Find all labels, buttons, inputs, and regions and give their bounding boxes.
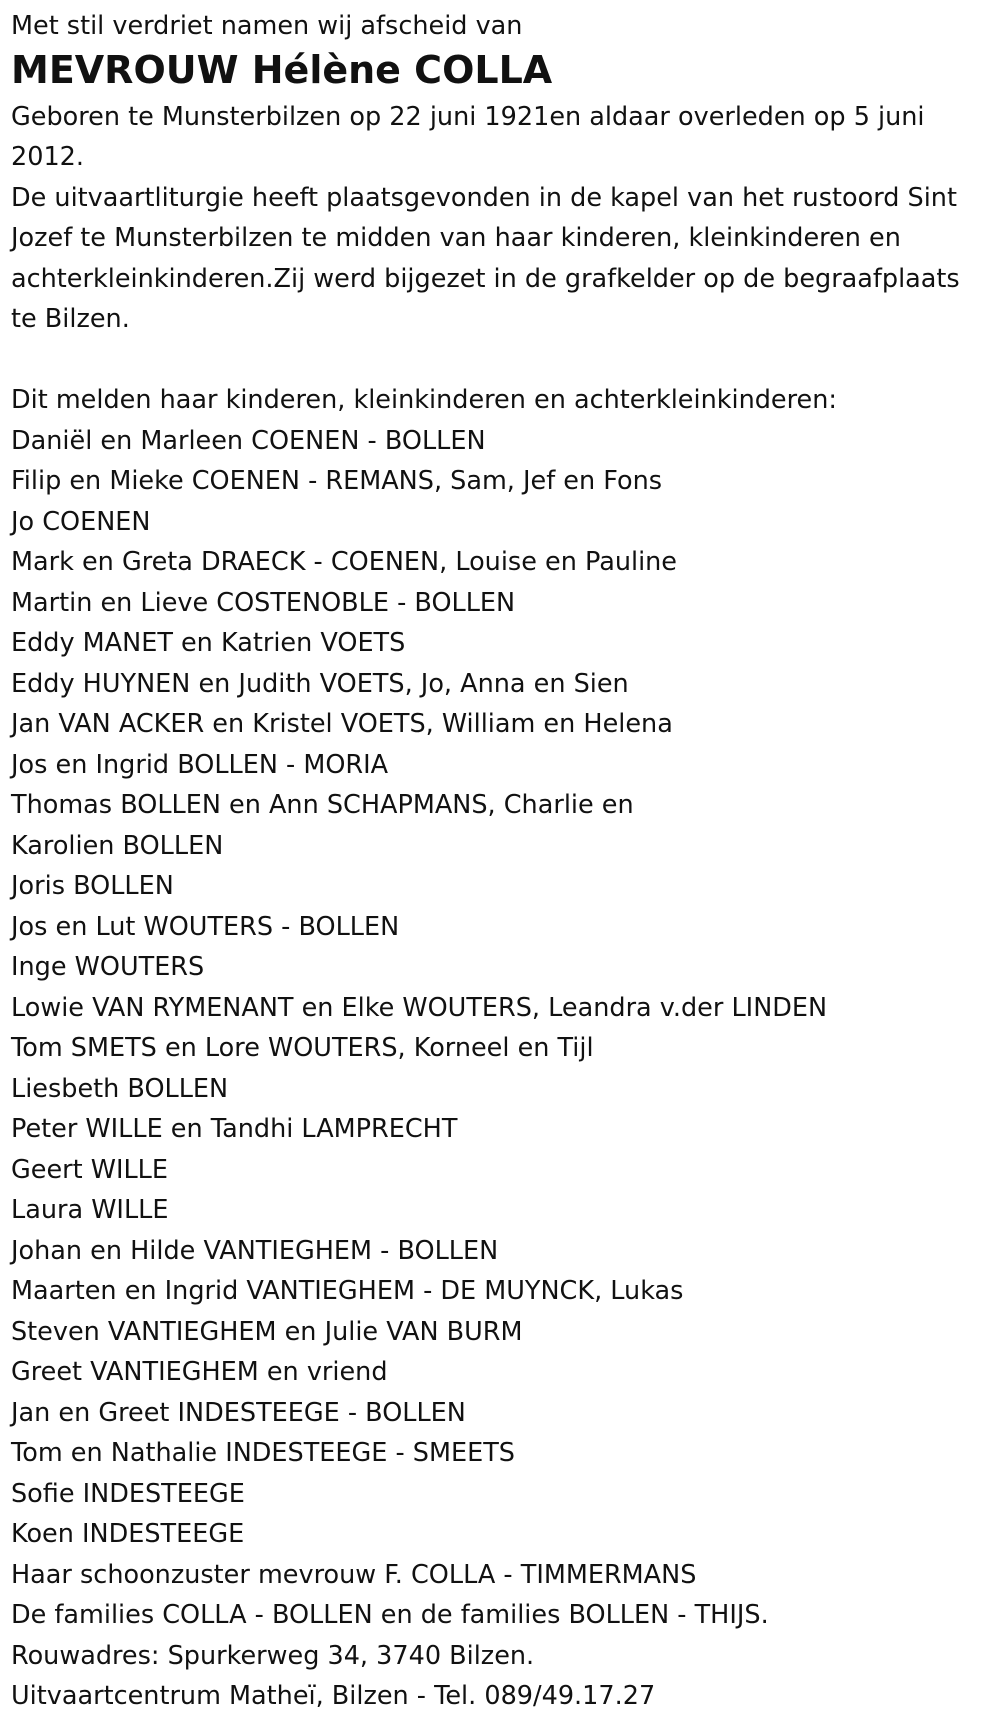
family-member: Steven VANTIEGHEM en Julie VAN BURM: [11, 1316, 523, 1347]
family-member: Jos en Lut WOUTERS - BOLLEN: [11, 911, 400, 942]
family-member: Johan en Hilde VANTIEGHEM - BOLLEN: [11, 1235, 499, 1266]
family-member: Inge WOUTERS: [11, 952, 205, 982]
announcement-text: Dit melden haar kinderen, kleinkinderen en achterkleinkinderen:: [11, 385, 837, 415]
family-member: Jan en Greet INDESTEEGE - BOLLEN: [11, 1397, 466, 1428]
family-member: Peter WILLE en Tandhi LAMPRECHT: [11, 1114, 458, 1144]
death-notice: [11, 6, 991, 1717]
deceased-name: MEVROUW Hélène COLLA: [11, 47, 553, 92]
family-member: Karolien BOLLEN: [11, 830, 224, 861]
family-member: Maarten en Ingrid VANTIEGHEM - DE MUYNCK, Lukas: [11, 1276, 684, 1306]
intro-text: Met stil verdriet namen wij afscheid van: [11, 11, 523, 41]
family-member: Filip en Mieke COENEN - REMANS, Sam, Jef en Fons: [11, 466, 663, 496]
family-member: Liesbeth BOLLEN: [11, 1073, 229, 1104]
funeral-text: De uitvaartliturgie heeft plaatsgevonden in de kapel van het rustoord Sint Jozef te Munsterbilzen te midden van haar kinderen, kleinkinderen en achterkleinkinderen.Zij werd bijgezet in de grafkelder op de begraafplaats te Bilzen.: [11, 182, 960, 334]
birth-death-text: Geboren te Munsterbilzen op 22 juni 1921en aldaar overleden op 5 juni 2012.: [11, 101, 925, 172]
family-member: Haar schoonzuster mevrouw F. COLLA - TIMMERMANS: [11, 1559, 697, 1590]
family-member: Eddy MANET en Katrien VOETS: [11, 628, 406, 658]
family-member: Laura WILLE: [11, 1195, 169, 1225]
family-member: Tom en Nathalie INDESTEEGE - SMEETS: [11, 1438, 515, 1468]
family-member: Joris BOLLEN: [11, 871, 174, 901]
family-member: Greet VANTIEGHEM en vriend: [11, 1357, 388, 1387]
family-member: Geert WILLE: [11, 1154, 168, 1185]
funeral-home: Uitvaartcentrum Matheï, Bilzen - Tel. 089/49.17.27: [11, 1681, 656, 1711]
spacer: [11, 340, 991, 381]
family-list: [11, 421, 991, 1636]
family-member: Sofie INDESTEEGE: [11, 1478, 245, 1509]
family-member: Jan VAN ACKER en Kristel VOETS, William en Helena: [11, 709, 673, 739]
family-member: Tom SMETS en Lore WOUTERS, Korneel en Tijl: [11, 1033, 594, 1063]
mourning-address: Rouwadres: Spurkerweg 34, 3740 Bilzen.: [11, 1640, 535, 1671]
family-member: Jo COENEN: [11, 506, 151, 537]
family-member: De families COLLA - BOLLEN en de families BOLLEN - THIJS.: [11, 1600, 769, 1630]
family-member: Lowie VAN RYMENANT en Elke WOUTERS, Leandra v.der LINDEN: [11, 992, 828, 1023]
family-member: Eddy HUYNEN en Judith VOETS, Jo, Anna en Sien: [11, 668, 629, 699]
family-member: Koen INDESTEEGE: [11, 1519, 245, 1549]
family-member: Mark en Greta DRAECK - COENEN, Louise en Pauline: [11, 547, 678, 577]
family-member: Jos en Ingrid BOLLEN - MORIA: [11, 749, 389, 780]
family-member: Martin en Lieve COSTENOBLE - BOLLEN: [11, 587, 516, 618]
family-member: Daniël en Marleen COENEN - BOLLEN: [11, 425, 486, 456]
family-member: Thomas BOLLEN en Ann SCHAPMANS, Charlie en: [11, 790, 634, 820]
